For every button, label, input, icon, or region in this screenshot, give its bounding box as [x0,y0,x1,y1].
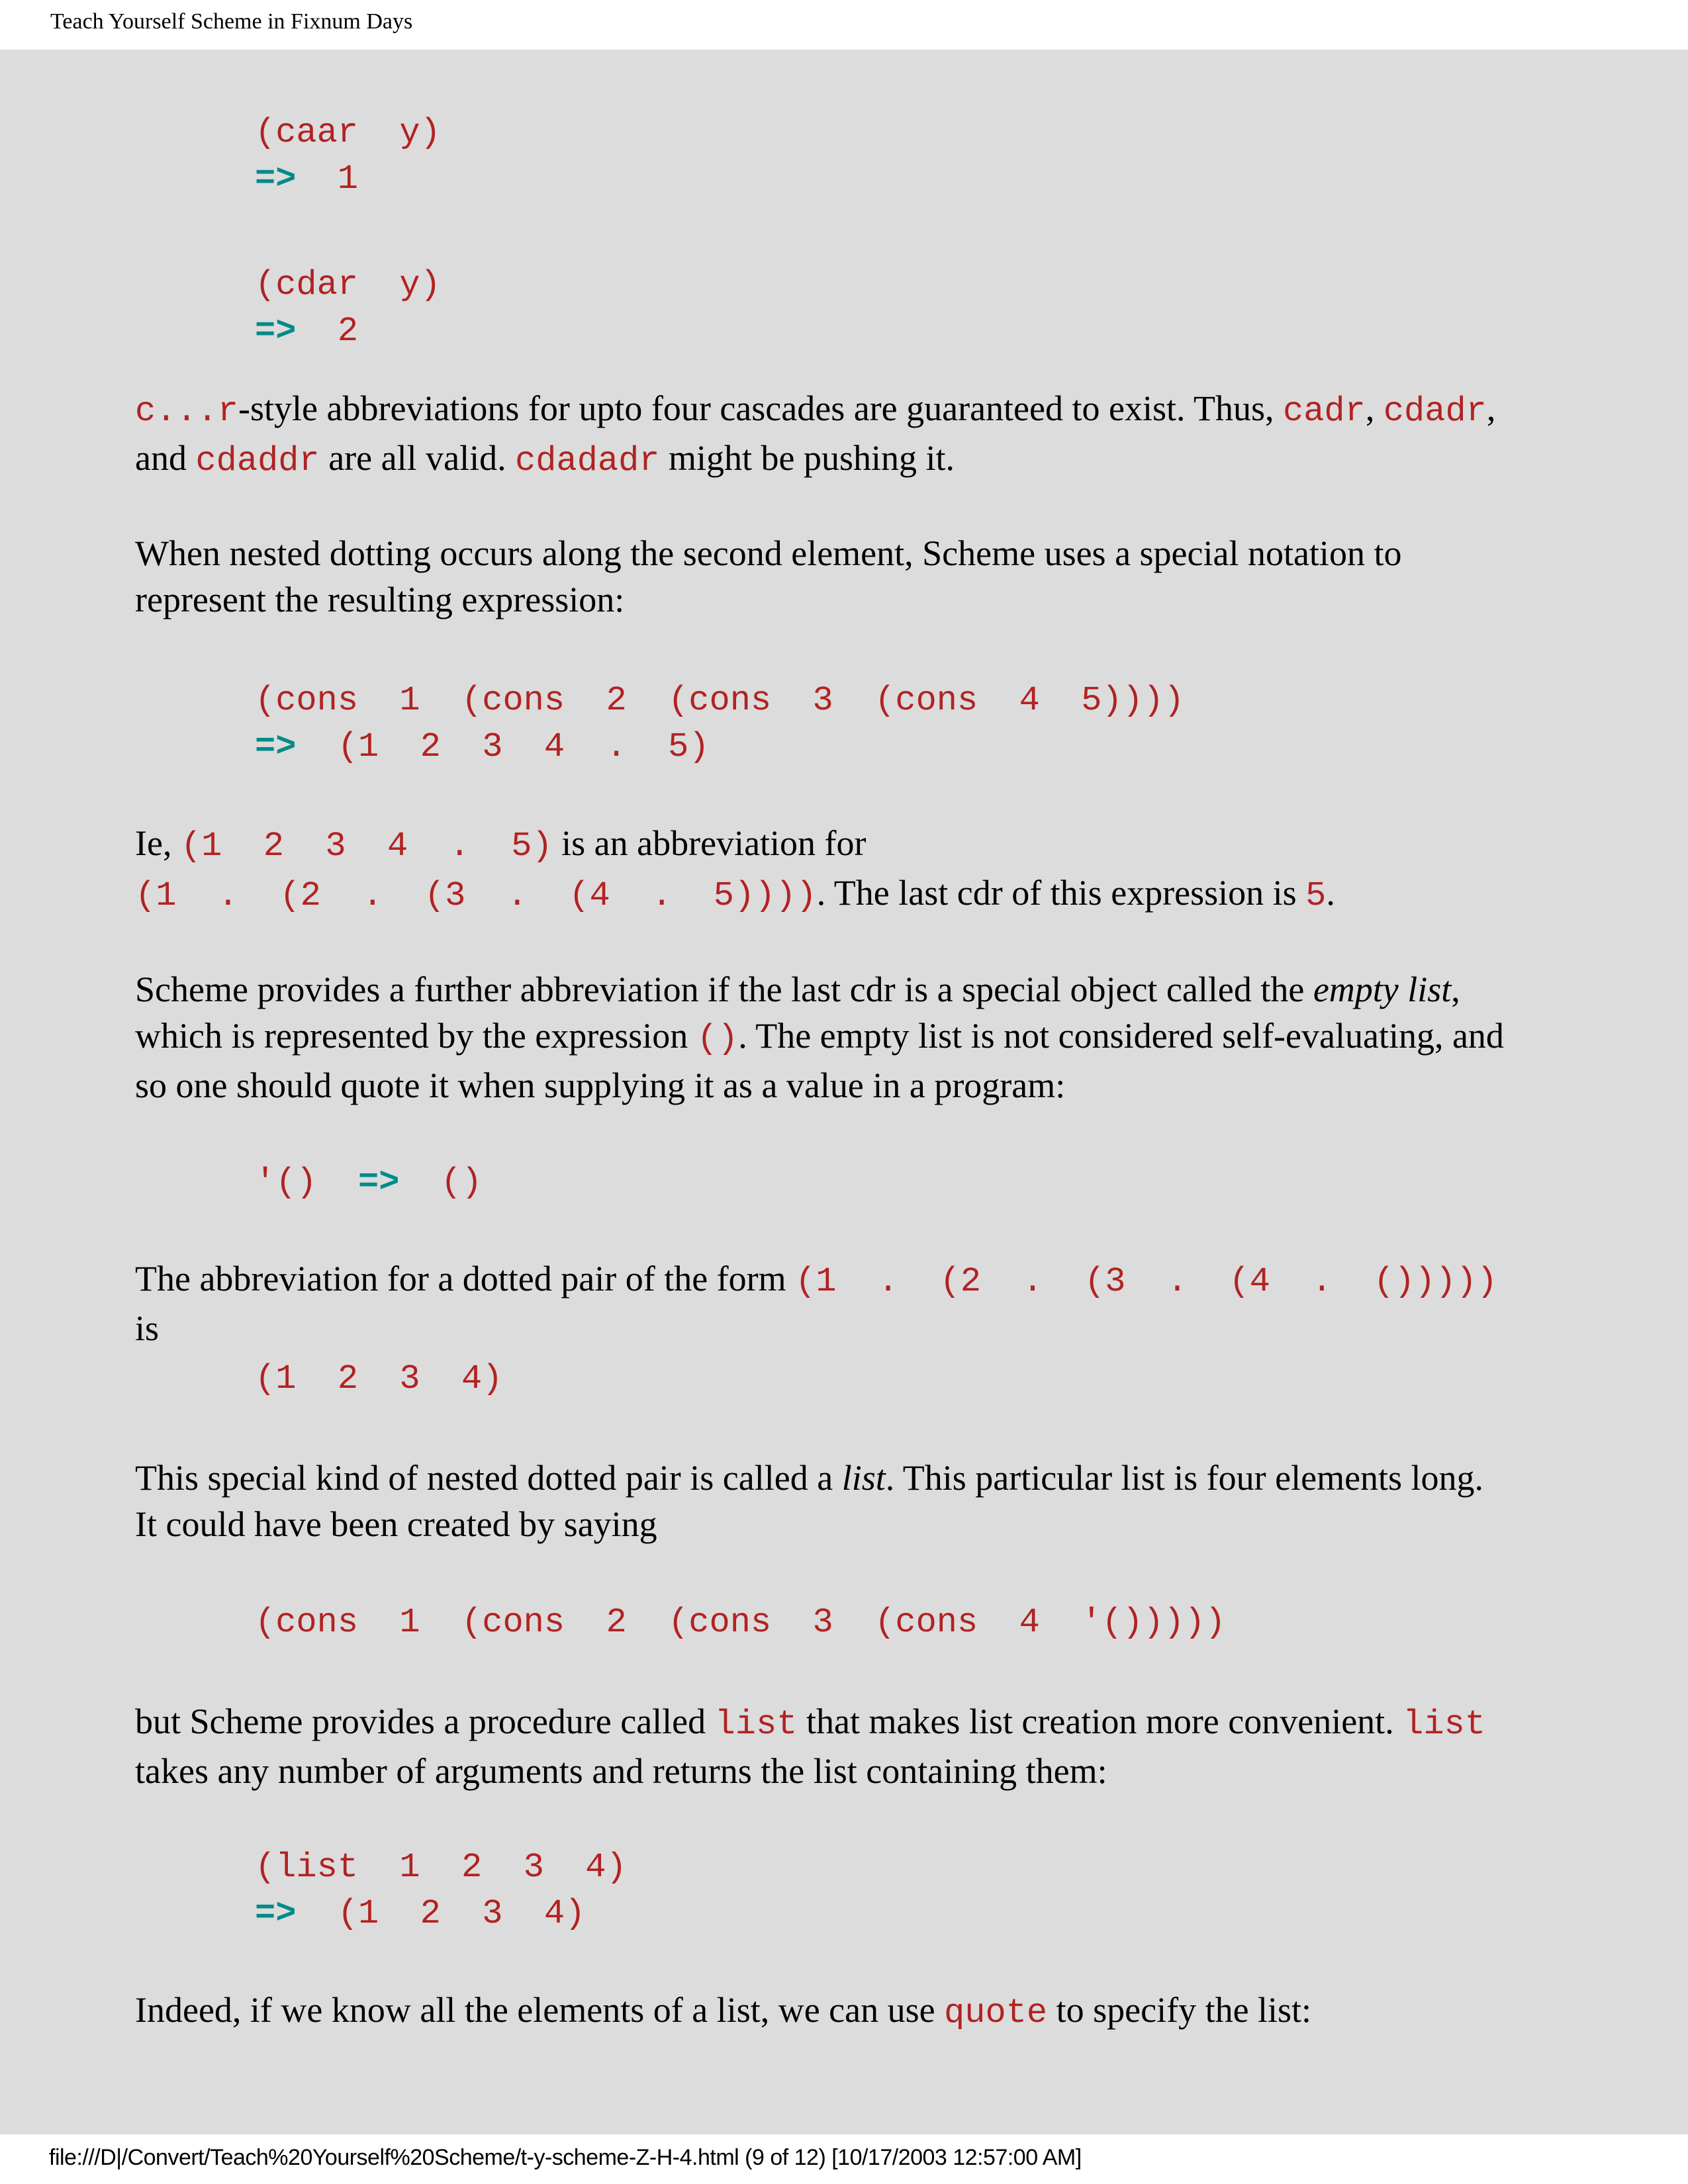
text: When nested dotting occurs along the second element, Scheme uses a special notation to represent the resulting expression: [135,533,1402,619]
inline-code: (1 . (2 . (3 . (4 . 5)))) [135,876,817,915]
text: are all valid. [319,438,516,478]
text: , and [135,388,1496,478]
inline-code: cdadr [1383,392,1487,431]
code-text: (1 2 3 4 . 5) [296,727,710,766]
text: . [1326,873,1335,913]
code-text: (cons 1 (cons 2 (cons 3 (cons 4 '())))) [255,1603,1226,1642]
code-example [255,1160,482,1206]
evaluates-to-arrow: => [255,159,297,199]
code-text: () [399,1163,483,1202]
paragraph [135,820,1512,919]
text: , which is represented by the expression [135,970,1460,1056]
paragraph [135,966,1512,1109]
code-example [255,1356,502,1402]
page-content [0,50,1688,2134]
code-text: (list 1 2 3 4) [255,1848,627,1887]
code-text: 1 [296,159,359,199]
text: . The empty list is not considered self-evaluating, and so one should quote it when supplying it as a value in a program: [135,1016,1504,1105]
text: Scheme provides a further abbreviation if the last cdr is a special object called the [135,970,1313,1009]
text: This special kind of nested dotted pair is called a [135,1458,842,1498]
text: might be pushing it. [659,438,955,478]
inline-code: (1 . (2 . (3 . (4 . ())))) [795,1262,1498,1301]
code-line [255,262,441,308]
code-line [255,1844,627,1891]
inline-code: (1 2 3 4 . 5) [180,827,553,866]
result-line [255,724,1184,770]
paragraph [135,1455,1512,1547]
code-text: (1 2 3 4) [296,1894,586,1933]
text: Ie, [135,823,181,863]
code-line [255,678,1184,724]
paragraph [135,1987,1512,2036]
text: The abbreviation for a dotted pair of the form [135,1259,796,1298]
code-line [255,1356,502,1402]
paragraph [135,530,1512,623]
code-line [255,1160,482,1206]
document-title: Teach Yourself Scheme in Fixnum Days [50,9,413,34]
code-text: (1 2 3 4) [255,1359,503,1398]
code-example [255,678,1184,770]
text: . This particular list is four elements long. It could have been created by saying [135,1458,1484,1544]
evaluates-to-arrow: => [255,727,297,766]
inline-code: cdadadr [515,441,660,480]
text: takes any number of arguments and returns the list containing them: [135,1751,1107,1791]
paragraph [135,1698,1512,1794]
paragraph [135,385,1512,484]
text: is [135,1308,160,1348]
text: but Scheme provides a procedure called [135,1702,715,1741]
inline-code: cdaddr [195,441,320,480]
file-path-footer: file:///D|/Convert/Teach%20Yourself%20Scheme/t-y-scheme-Z-H-4.html (9 of 12) [10/17/2003 12:57:00 AM] [49,2145,1082,2170]
result-line [255,308,441,355]
code-line [255,1600,1226,1646]
paragraph [135,1255,1512,1351]
emphasis-term: list [841,1458,886,1498]
code-example [255,1600,1226,1646]
code-text: (caar y) [255,113,441,152]
code-text: 2 [296,312,359,351]
evaluates-to-arrow: => [255,1894,297,1933]
inline-code: () [696,1019,739,1058]
text: that makes list creation more convenient. [797,1702,1403,1741]
code-text: '() [255,1163,359,1202]
print-footer [0,2134,1688,2184]
text: Indeed, if we know all the elements of a list, we can use [135,1990,945,2030]
emphasis-term: empty list [1313,970,1452,1009]
code-line [255,110,441,156]
inline-code: 5 [1305,876,1327,915]
inline-code: c...r [135,392,239,431]
code-text: (cons 1 (cons 2 (cons 3 (cons 4 5)))) [255,681,1185,720]
evaluates-to-arrow: => [358,1163,400,1202]
inline-code: list [1403,1705,1486,1744]
text: , [1365,388,1383,428]
code-example [255,1844,627,1937]
result-line [255,1891,627,1937]
code-example [255,262,441,355]
inline-code: list [714,1705,798,1744]
inline-code: quote [944,1993,1048,2032]
text: to specify the list: [1047,1990,1312,2030]
print-header [0,0,1688,50]
code-text: (cdar y) [255,265,441,304]
text: is an abbreviation for [552,823,867,863]
inline-code: cadr [1283,392,1366,431]
evaluates-to-arrow: => [255,312,297,351]
text: . The last cdr of this expression is [816,873,1306,913]
result-line [255,156,441,203]
code-example [255,110,441,203]
text: -style abbreviations for upto four cascades are guaranteed to exist. Thus, [238,388,1284,428]
